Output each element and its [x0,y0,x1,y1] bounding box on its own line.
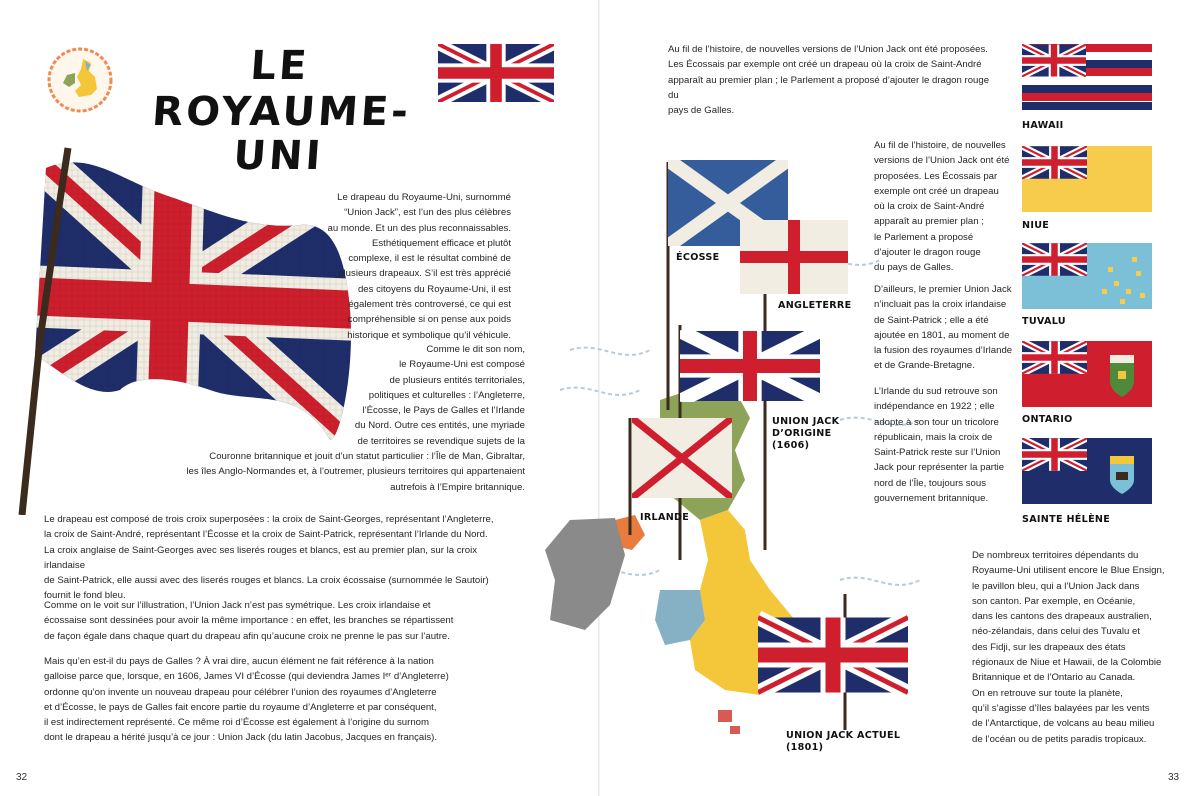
intro-paragraph: Le drapeau du Royaume-Uni, surnommé “Union Jack”, est l’un des plus célèbres au monde. Et un des plus reconnaissables. Esthétiquement efficace et plutôt complexe, il est le résultat combiné de plusieurs drapeaux. S’il est très apprécié des citoyens du Royaume-Uni, il est également très controversé, ce qui est compréhensible si on pense aux poids historique et symbolique qu’il véhicule. [327,192,511,341]
label-hawaii: HAWAII [1022,120,1064,131]
uk-globe-icon [45,45,115,115]
composition-paragraph: Comme le dit son nom, le Royaume-Uni est composé de plusieurs entités territoriales, politiques et culturelles : l’Angleterre, l’Écosse, le Pays de Galles et l’Irlande du Nord. Outre ces entités, une myriade de territoires se revendique sujets de la Couronne britannique et jouit d’un statut particulier : l’Île de Man, Gibraltar, les îles Anglo-Normandes et, à l’outremer, plusieurs territoires qui appartenaient autrefois à l’Empire britannique. [186,344,525,493]
sainte-helene-flag [1022,438,1152,504]
label-union-actuel: UNION JACK ACTUEL (1801) [786,730,901,753]
label-irlande: IRLANDE [640,512,690,523]
territories-paragraph: De nombreux territoires dépendants du Royaume-Uni utilisent encore le Blue Ensign, le pavillon bleu, qui a l’Union Jack dans son canton. Par exemple, en Océanie, dans les cantons des drapeaux australien, néo-zélandais, dans celui des Tuvalu et des Fidji, sur les drapeaux des états régionaux de Niue et Hawaii, de la Colombie Britannique et de l’Ontario au Canada. On en retrouve sur toute la planète, qu’il s’agisse d’îles balayées par les vents de l’Antarctique, de volcans au beau milieu de l’océan ou de petits paradis tropicaux. [972,550,1165,745]
niue-flag [1022,146,1152,212]
label-union-origine: UNION JACK D’ORIGINE (1606) [772,416,840,451]
label-ontario: ONTARIO [1022,414,1073,425]
label-ecosse: ÉCOSSE [676,252,720,263]
asymmetry-paragraph: Comme on le voit sur l’illustration, l’Union Jack n’est pas symétrique. Les croix irlandaise et écossaise sont dessinées pour avoir la même importance : en effet, les branches se répartissent de façon égale dans chaque quart du drapeau afin qu’aucune croix ne prenne le pas sur l’autre. [44,600,454,642]
label-niue: NIUE [1022,220,1050,231]
union-jack-1606-flag [680,330,820,402]
label-tuvalu: TUVALU [1022,316,1066,327]
union-jack-flag-small [438,44,554,102]
label-angleterre: ANGLETERRE [778,300,852,311]
crosses-paragraph: Le drapeau est composé de trois croix superposées : la croix de Saint-Georges, représentant l’Angleterre, la croix de Saint-André, représentant l’Écosse et la croix de Saint-Patrick, représentant l’Irlande du Nord. La croix anglaise de Saint-Georges avec ses liserés rouges et blancs, est au premier plan, sur la croix irlandaise de Saint-Patrick, elle aussi avec des liserés rouges et blancs. La croix écossaise (surnommée le Sautoir) fournit le fond bleu. [44,514,494,602]
page-title-line1: LE [248,43,312,89]
label-sainte-helene: SAINTE HÉLÈNE [1022,514,1111,525]
page-title-line2: ROYAUME-UNI [150,89,413,179]
history-paragraph: Au fil de l’histoire, de nouvelles versions de l’Union Jack ont été proposées. Les Écossais par exemple ont créé un drapeau où la croix de Saint-André apparaît au premier plan ; le Parlement a proposé d’ajouter le dragon rouge du pays de Galles. [668,44,990,117]
tuvalu-flag [1022,243,1152,309]
england-flag [740,220,848,294]
page-number-right: 33 [1168,772,1180,783]
hawaii-flag [1022,44,1152,110]
ontario-flag [1022,341,1152,407]
ireland-union-paragraph: D’ailleurs, le premier Union Jack n’incluait pas la croix irlandaise de Saint-Patrick ; elle a été ajoutée en 1801, au moment de la fusion des royaumes d’Irlande et de Grande-Bretagne. [874,284,1013,372]
south-ireland-paragraph: L’Irlande du sud retrouve son indépendance en 1922 ; elle adopte à son tour un tricolore républicain, mais la croix de Saint-Patrick reste sur l’Union Jack pour représenter la partie nord de l’Île, toujours sous gouvernement britannique. [874,386,1005,505]
saint-patrick-flag [632,418,732,498]
wales-paragraph: Mais qu’en est-il du pays de Galles ? À vrai dire, aucun élément ne fait référence à la nation galloise parce que, lorsque, en 1606, James VI d’Écosse (qui deviendra James Iᵉʳ d’Angleterre) ordonne qu’on invente un nouveau drapeau pour célébrer l’union des royaumes d’Angleterre et d’Écosse, le pays de Galles fait encore partie du royaume d’Angleterre et par conséquent, il est indirectement représenté. Ce même roi d’Écosse est également à l’origine du surnom dont le drapeau a hérité jusqu’à ce jour : Union Jack (du latin Jacobus, Jacques en français). [44,656,449,744]
page-number-left: 32 [16,772,28,783]
history-paragraph-2: Au fil de l’histoire, de nouvelles versions de l’Union Jack ont été proposées. Les Écossais par exemple ont créé un drapeau où la croix de Saint-André apparaît au premier plan ; le Parlement a proposé d’ajouter le dragon rouge du pays de Galles. [874,140,1010,274]
union-jack-current-flag [758,595,908,715]
